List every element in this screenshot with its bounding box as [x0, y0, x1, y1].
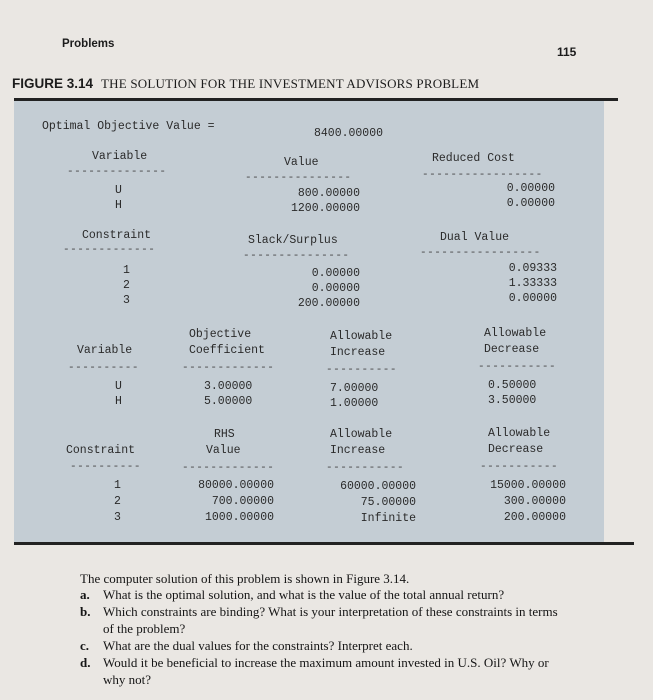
divider: ----------	[68, 362, 140, 374]
figure-caption	[12, 76, 479, 92]
var-value: 1200.00000	[290, 202, 360, 215]
rhs-cons-name: 3	[114, 511, 121, 524]
section-header: Problems	[62, 38, 115, 50]
cons-dual: 1.33333	[508, 277, 557, 290]
rhs-allowable-decrease: 200.00000	[503, 511, 566, 524]
rhs-allowable-increase: 75.00000	[360, 496, 416, 509]
cons-slack: 200.00000	[297, 297, 360, 310]
question-letter-d: d.	[80, 655, 91, 670]
cons-header-constraint: Constraint	[82, 229, 152, 242]
rhs-cons-name: 2	[114, 495, 121, 508]
obj-coefficient: 5.00000	[204, 395, 253, 408]
cons-name: 2	[123, 279, 130, 292]
cons-header-dual: Dual Value	[440, 231, 510, 244]
divider: -------------	[182, 362, 275, 374]
cons-name: 3	[123, 294, 130, 307]
cons-slack: 0.00000	[311, 267, 360, 280]
obj-allowable-increase: 7.00000	[330, 382, 379, 395]
rhs-header-value: Value	[206, 444, 241, 457]
obj-header-increase: Increase	[330, 346, 386, 359]
obj-header-objective: Objective	[189, 328, 252, 341]
obj-header-allowable: Allowable	[330, 330, 393, 343]
obj-header-coefficient: Coefficient	[189, 344, 265, 357]
rhs-header-decrease: Decrease	[488, 443, 544, 456]
rhs-allowable-increase: 60000.00000	[340, 480, 416, 493]
divider: ----------	[326, 364, 398, 376]
divider: ---------------	[245, 172, 352, 184]
vars-header-reduced-cost: Reduced Cost	[432, 152, 515, 165]
figure-title: THE SOLUTION FOR THE INVESTMENT ADVISORS PROBLEM	[101, 76, 480, 91]
divider: --------------	[67, 166, 167, 178]
var-reduced-cost: 0.00000	[506, 197, 555, 210]
question-b: Which constraints are binding? What is your interpretation of these constraints in terms	[103, 604, 558, 619]
vars-header-variable: Variable	[92, 150, 148, 163]
obj-allowable-increase: 1.00000	[330, 397, 379, 410]
cons-name: 1	[123, 264, 130, 277]
vars-header-value: Value	[284, 156, 319, 169]
divider: -----------	[478, 361, 557, 373]
divider: ---------------	[243, 250, 350, 262]
question-d-continued: why not?	[103, 672, 152, 687]
divider: -----------------	[420, 247, 541, 259]
rhs-value: 1000.00000	[204, 511, 274, 524]
rhs-header-constraint: Constraint	[66, 444, 136, 457]
question-b-continued: of the problem?	[103, 621, 186, 636]
var-value: 800.00000	[297, 187, 360, 200]
divider: -------------	[182, 462, 275, 474]
rhs-allowable-decrease: 300.00000	[503, 495, 566, 508]
obj-header-allowable: Allowable	[484, 327, 547, 340]
cons-dual: 0.00000	[508, 292, 557, 305]
question-intro: The computer solution of this problem is shown in Figure 3.14.	[80, 571, 410, 586]
figure-label: FIGURE 3.14	[12, 76, 94, 91]
cons-slack: 0.00000	[311, 282, 360, 295]
rhs-cons-name: 1	[114, 479, 121, 492]
obj-header-decrease: Decrease	[484, 343, 540, 356]
divider: -----------	[326, 462, 405, 474]
page-number: 115	[557, 45, 577, 59]
var-name: U	[115, 184, 122, 197]
rhs-allowable-increase: Infinite	[360, 512, 416, 525]
question-letter-c: c.	[80, 638, 90, 653]
obj-header-variable: Variable	[77, 344, 133, 357]
rhs-allowable-decrease: 15000.00000	[490, 479, 566, 492]
divider: -------------	[63, 244, 156, 256]
question-letter-a: a.	[80, 587, 90, 602]
bottom-rule	[14, 542, 634, 545]
rhs-header-increase: Increase	[330, 444, 386, 457]
cons-dual: 0.09333	[508, 262, 557, 275]
question-d: Would it be beneficial to increase the maximum amount invested in U.S. Oil? Why or	[103, 655, 549, 670]
var-name: H	[115, 199, 122, 212]
question-a: What is the optimal solution, and what is the value of the total annual return?	[103, 587, 505, 602]
rhs-value: 700.00000	[211, 495, 274, 508]
obj-allowable-decrease: 3.50000	[488, 394, 537, 407]
objective-label: Optimal Objective Value =	[42, 120, 215, 133]
obj-coefficient: 3.00000	[204, 380, 253, 393]
divider: ----------	[70, 461, 142, 473]
question-c: What are the dual values for the constraints? Interpret each.	[103, 638, 413, 653]
rhs-value: 80000.00000	[198, 479, 274, 492]
rhs-header-rhs: RHS	[214, 428, 235, 441]
rhs-header-allowable: Allowable	[488, 427, 551, 440]
cons-header-slack: Slack/Surplus	[248, 234, 338, 247]
obj-allowable-decrease: 0.50000	[488, 379, 537, 392]
obj-var-name: U	[115, 380, 122, 393]
question-letter-b: b.	[80, 604, 91, 619]
rhs-header-allowable: Allowable	[330, 428, 393, 441]
obj-var-name: H	[115, 395, 122, 408]
divider: -----------	[480, 461, 559, 473]
var-reduced-cost: 0.00000	[506, 182, 555, 195]
objective-value: 8400.00000	[314, 127, 384, 140]
divider: -----------------	[422, 169, 543, 181]
